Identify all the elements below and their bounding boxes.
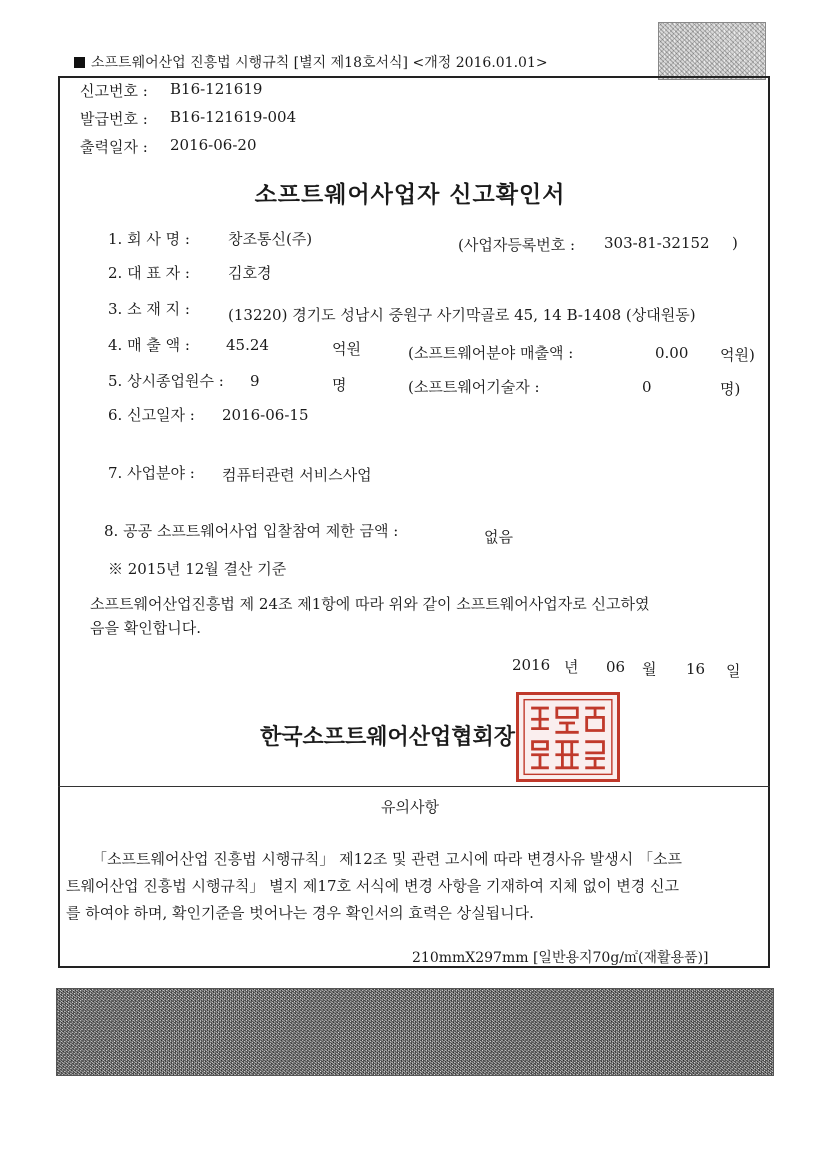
business-label: 7. 사업분야 : — [108, 464, 195, 482]
sw-sales-value: 0.00 — [655, 344, 689, 362]
issue-no: B16-121619-004 — [170, 108, 297, 126]
notice-line-3: 를 하여야 하며, 확인기준을 벗어나는 경우 확인서의 효력은 상실됩니다. — [66, 904, 534, 922]
sw-sales-unit: 억원) — [720, 346, 755, 364]
bid-limit-label: 8. 공공 소프트웨어사업 입찰참여 제한 금액 : — [104, 522, 399, 540]
date-month: 06 — [606, 658, 626, 676]
bizreg-number: 303-81-32152 — [604, 234, 710, 252]
staff-unit: 명 — [332, 376, 347, 394]
security-pattern-block — [56, 988, 774, 1076]
form-header — [74, 52, 548, 72]
settlement-note: ※ 2015년 12월 결산 기준 — [108, 560, 287, 578]
official-seal-icon — [516, 692, 620, 782]
bizreg-label: (사업자등록번호 : — [458, 236, 576, 254]
company-label: 1. 회 사 명 : — [108, 230, 190, 248]
sw-staff-value: 0 — [642, 378, 652, 396]
confirmation-line-1: 소프트웨어산업진흥법 제 24조 제1항에 따라 위와 같이 소프트웨어사업자로 신고하였 — [90, 595, 650, 613]
bizreg-close: ) — [732, 234, 738, 252]
report-no-label: 신고번호 : — [80, 82, 148, 100]
seal-graphic — [519, 695, 617, 779]
date-day: 16 — [686, 660, 706, 678]
company-name: 창조통신(주) — [228, 230, 313, 248]
print-date: 2016-06-20 — [170, 136, 257, 154]
confirmation-line-2: 음을 확인합니다. — [90, 619, 201, 637]
business-field: 컴퓨터관련 서비스사업 — [222, 466, 372, 484]
bid-limit-value: 없음 — [484, 528, 513, 546]
ceo-label: 2. 대 표 자 : — [108, 264, 190, 282]
address-label: 3. 소 재 지 : — [108, 300, 190, 318]
staff-value: 9 — [250, 372, 260, 390]
sw-sales-label: (소프트웨어분야 매출액 : — [408, 344, 574, 362]
report-date-label: 6. 신고일자 : — [108, 406, 195, 424]
document-title: 소프트웨어사업자 신고확인서 — [254, 182, 566, 208]
report-no: B16-121619 — [170, 80, 263, 98]
date-month-unit: 월 — [642, 660, 657, 678]
sales-label: 4. 매 출 액 : — [108, 336, 190, 354]
staff-label: 5. 상시종업원수 : — [108, 372, 224, 390]
notice-line-1: 「소프트웨어산업 진흥법 시행규칙」 제12조 및 관련 고시에 따라 변경사유 발생시 「소프 — [92, 850, 682, 868]
sw-staff-label: (소프트웨어기술자 : — [408, 378, 540, 396]
sales-unit: 억원 — [332, 340, 361, 358]
security-pattern-corner — [658, 22, 766, 80]
date-day-unit: 일 — [726, 662, 741, 680]
sw-staff-unit: 명) — [720, 380, 741, 398]
print-date-label: 출력일자 : — [80, 138, 148, 156]
section-divider — [58, 786, 770, 787]
date-year-unit: 년 — [564, 658, 579, 676]
ceo-name: 김호경 — [228, 264, 272, 282]
address: (13220) 경기도 성남시 중원구 사기막골로 45, 14 B-1408 (상대원동) — [228, 306, 696, 324]
issue-no-label: 발급번호 : — [80, 110, 148, 128]
notice-line-2: 트웨어산업 진흥법 시행규칙」 별지 제17호 서식에 변경 사항을 기재하여 지체 없이 변경 신고 — [66, 877, 679, 895]
notice-title: 유의사항 — [381, 798, 439, 816]
issuer-name: 한국소프트웨어산업협회장 — [260, 725, 516, 750]
date-year: 2016 — [512, 656, 551, 674]
sales-value: 45.24 — [226, 336, 269, 354]
square-bullet-icon — [74, 57, 85, 68]
paper-spec: 210mmX297mm [일반용지70g/㎡(재활용품)] — [412, 950, 709, 966]
form-header-text: 소프트웨어산업 진흥법 시행규칙 [별지 제18호서식] <개정 2016.01.01> — [91, 55, 548, 71]
report-date: 2016-06-15 — [222, 406, 309, 424]
